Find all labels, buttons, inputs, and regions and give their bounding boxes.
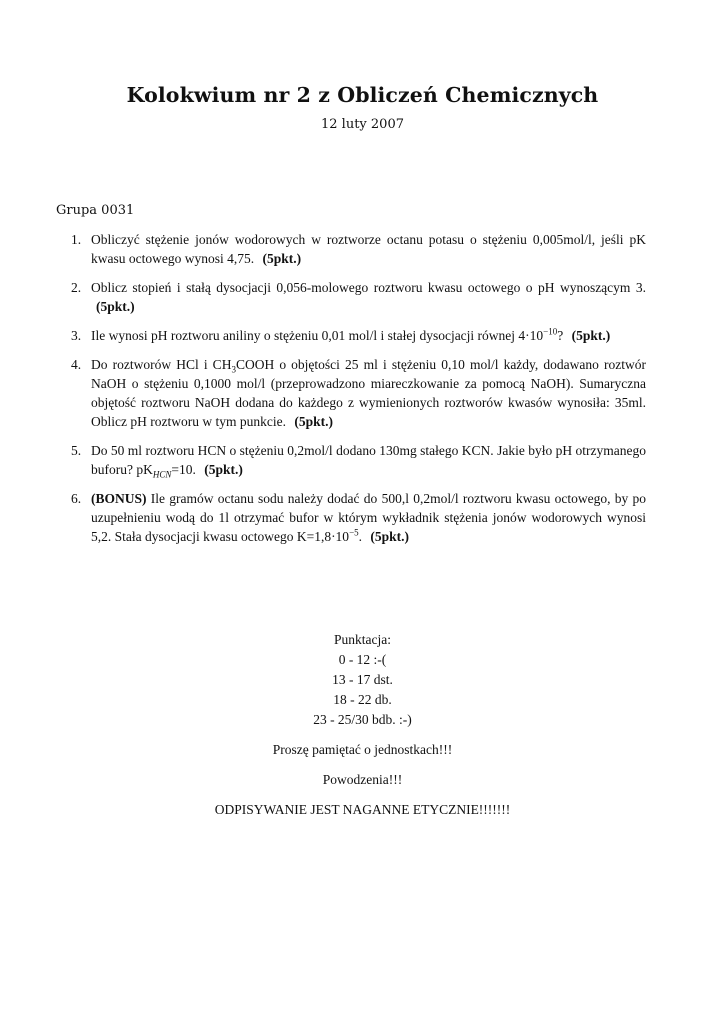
problem-2 [71, 278, 646, 316]
problem-6 [71, 489, 646, 546]
problem-text: Do roztworów HCl i CH [91, 357, 232, 372]
problem-text: Ile gramów octanu sodu należy dodać do 500,l 0,2mol/l roztworu kwasu octowego, by po uzupełnieniu wodą do 1l otrzymać bufor w którym wykładnik stężenia jonów wodorowych wynosi 5,2. Stała dysocjacji kwasu octowego K=1,8·10 [91, 491, 646, 544]
scoring-title: Punktacja: [334, 632, 391, 647]
problem-text: Ile wynosi pH roztworu aniliny o stężeniu 0,01 mol/l i stałej dysocjacji równej 4·10 [91, 328, 544, 343]
problem-number: 3. [71, 328, 82, 343]
problem-1 [71, 230, 646, 268]
problem-text: Oblicz stopień i stałą dysocjacji 0,056-molowego roztworu kwasu octowego o pH wynoszącym 3. [91, 280, 646, 295]
problem-text-end: =10. [171, 462, 196, 477]
problem-points: (5pkt.) [204, 462, 243, 477]
exponent: −10 [543, 326, 558, 337]
units-note: Proszę pamiętać o jednostkach!!! [272, 742, 453, 757]
problem-4 [71, 355, 646, 431]
score-range: 18 - 22 db. [333, 692, 392, 707]
subscript: HCN [152, 469, 172, 480]
footer [0, 630, 725, 820]
problem-points: (5pkt.) [370, 529, 410, 544]
problem-points: (5pkt.) [96, 299, 135, 314]
exam-date: 12 luty 2007 [321, 117, 404, 132]
bonus-label: (BONUS) [91, 491, 147, 506]
score-range: 13 - 17 dst. [332, 672, 393, 687]
problem-text-end: . [358, 529, 363, 544]
group-label: Grupa 0031 [56, 203, 135, 218]
score-range: 23 - 25/30 bdb. :-) [313, 712, 412, 727]
problem-points: (5pkt.) [571, 328, 611, 343]
problem-text: Do 50 ml roztworu HCN o stężeniu 0,2mol/l dodano 130mg stałego KCN. Jakie było pH otrzymanego buforu? pK [91, 443, 646, 477]
score-range: 0 - 12 :-( [338, 652, 387, 667]
good-luck: Powodzenia!!! [322, 772, 403, 787]
problem-5 [71, 441, 646, 479]
problem-3 [71, 326, 646, 345]
problem-number: 5. [71, 443, 82, 458]
problem-list [71, 230, 646, 556]
problem-number: 4. [71, 357, 82, 372]
problem-text-end: COOH o objętości 25 ml i stężeniu 0,10 mol/l każdy, dodawano roztwór NaOH o stężeniu 0,1000 mol/l (przeprowadzono miareczkowanie za pomocą NaOH). Sumaryczna objętość roztworu NaOH dodana do każdego z wymienionych roztworów kwasów wynosiła: 35ml. Oblicz pH roztworu w tym punkcie. [91, 357, 646, 429]
problem-text: Obliczyć stężenie jonów wodorowych w roztworze octanu potasu o stężeniu 0,005mol/l, jeśli pK kwasu octowego wynosi 4,75. [91, 232, 646, 266]
problem-number: 6. [71, 491, 82, 506]
warning-text: ODPISYWANIE JEST NAGANNE ETYCZNIE!!!!!!! [214, 802, 511, 817]
problem-number: 2. [71, 280, 82, 295]
problem-number: 1. [71, 232, 82, 247]
problem-points: (5pkt.) [294, 414, 333, 429]
problem-points: (5pkt.) [262, 251, 302, 266]
exponent: −5 [349, 527, 359, 538]
subscript: 3 [231, 364, 236, 375]
page-title: Kolokwium nr 2 z Obliczeń Chemicznych [126, 83, 599, 107]
problem-text-end: ? [557, 328, 564, 343]
